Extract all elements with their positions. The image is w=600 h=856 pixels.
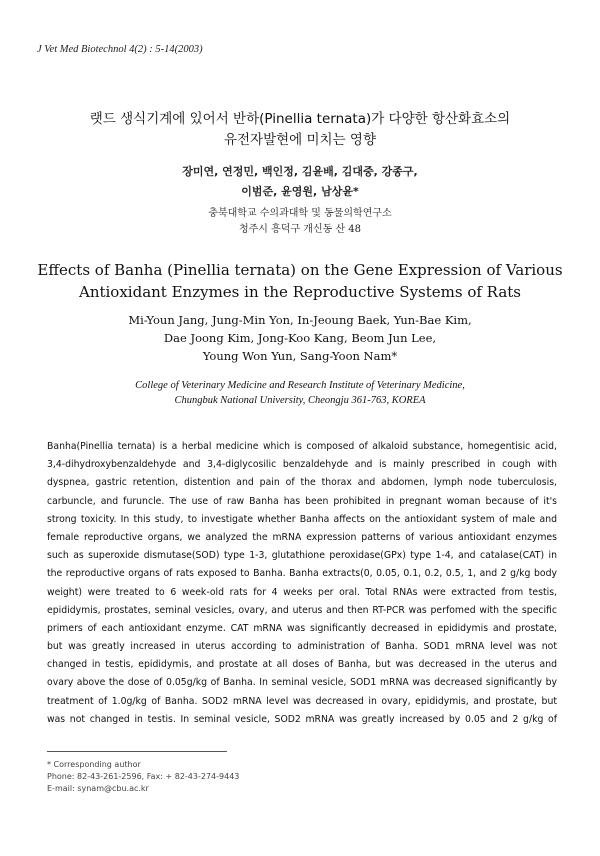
footnotes: [47, 759, 239, 795]
email-note: E-mail: synam@cbu.ac.kr: [47, 784, 149, 793]
corresponding-author-note: * Corresponding author: [47, 760, 141, 769]
english-title-line: Antioxidant Enzymes in the Reproductive Systems of Rats: [78, 283, 521, 301]
korean-title-line: 랫드 생식기계에 있어서 반하(Pinellia ternata)가 다양한 항산화효소의: [89, 111, 511, 127]
korean-author-line: 장미연, 연정민, 백인정, 김윤배, 김대중, 강종구,: [182, 165, 418, 178]
abstract-line: Banha(Pinellia ternata) is a herbal medicine which is composed of alkaloid substance, homegentisic acid,: [47, 441, 557, 452]
korean-title: [0, 109, 600, 151]
abstract-line: primers of each antioxidant enzyme. CAT mRNA was significantly decreased in epididymis and prostate,: [47, 622, 557, 634]
english-affiliation-line: Chungbuk National University, Cheongju 361-763, KOREA: [174, 395, 426, 406]
abstract-line: epididymis, prostates, seminal vesicles, ovary, and uterus and then RT-PCR was perfomed with the specific: [47, 604, 557, 616]
abstract-line: 3,4-dihydroxybenzaldehyde and 3,4-diglycosilic benzaldehyde and is mainly prescribed in cough with: [47, 459, 557, 471]
english-authors: [0, 311, 600, 365]
footnote-divider: [47, 751, 227, 752]
korean-authors: [0, 162, 600, 202]
english-affiliation-line: College of Veterinary Medicine and Research Institute of Veterinary Medicine,: [135, 380, 465, 391]
english-author-line: Mi-Youn Jang, Jung-Min Yon, In-Jeoung Baek, Yun-Bae Kim,: [128, 313, 472, 327]
english-author-line: Dae Joong Kim, Jong-Koo Kang, Beom Jun Lee,: [163, 331, 437, 345]
english-title-line: Effects of Banha (Pinellia ternata) on the Gene Expression of Various: [37, 261, 563, 279]
english-title: [0, 259, 600, 303]
phone-fax-note: Phone: 82-43-261-2596, Fax: + 82-43-274-9443: [47, 772, 240, 781]
korean-title-line: 유전자발현에 미치는 영향: [223, 132, 377, 148]
english-affiliation: [0, 378, 600, 408]
abstract-line: such as superoxide dismutase(SOD) type 1-3, glutathione peroxidase(GPx) type 1-4, and catalase(CAT) in: [47, 550, 557, 562]
korean-affiliation-line: 충북대학교 수의과대학 및 동물의학연구소: [208, 208, 392, 219]
abstract-line: ovary above the dose of 0.05g/kg of Banha. In seminal vesicle, SOD1 mRNA was decreased significantly by: [47, 677, 557, 689]
abstract-line: the reproductive organs of rats exposed to Banha. Banha extracts(0, 0.05, 0.1, 0.2, 0.5, 1, and 2 g/kg body: [47, 568, 557, 580]
abstract-line: carbuncle, and furuncle. The use of raw Banha has been prohibited in pregnant woman because of it's: [47, 495, 557, 507]
abstract-line: was not changed in testis. In seminal vesicle, SOD2 mRNA was greatly increased by 0.05 and 2 g/kg of: [47, 713, 557, 725]
abstract-line: weight) were treated to 6 week-old rats for 4 weeks per oral. Total RNAs were extracted from testis,: [47, 586, 557, 598]
abstract-body: [47, 438, 557, 729]
abstract-line: female reproductive organs, we analyzed the mRNA expression patterns of various antioxidant enzymes: [47, 531, 557, 543]
abstract-line: strong toxicity. In this study, to investigate whether Banha affects on the antioxidant system of male and: [47, 513, 557, 525]
abstract-line: treatment of 1.0g/kg of Banha. SOD2 mRNA level was decreased in ovary, epididymis, and prostate, but: [47, 695, 557, 707]
abstract-line: dyspnea, gastric retention, distention and pain of the thorax and abdomen, lymph node tuberculosis,: [47, 477, 557, 489]
korean-affiliation-line: 청주시 흥덕구 개신동 산 48: [238, 224, 362, 235]
korean-affiliation: [0, 206, 600, 238]
abstract-line: but was greatly increased in uterus according to administration of Banha. SOD1 mRNA level was not: [47, 641, 557, 653]
english-author-line: Young Won Yun, Sang-Yoon Nam*: [202, 349, 398, 363]
journal-reference: J Vet Med Biotechnol 4(2) : 5-14(2003): [37, 44, 203, 55]
korean-author-line: 이범준, 윤영원, 남상윤*: [241, 185, 359, 198]
abstract-line: changed in testis, epididymis, and prostate at all doses of Banha, but was decreased in the uterus and: [47, 659, 557, 671]
